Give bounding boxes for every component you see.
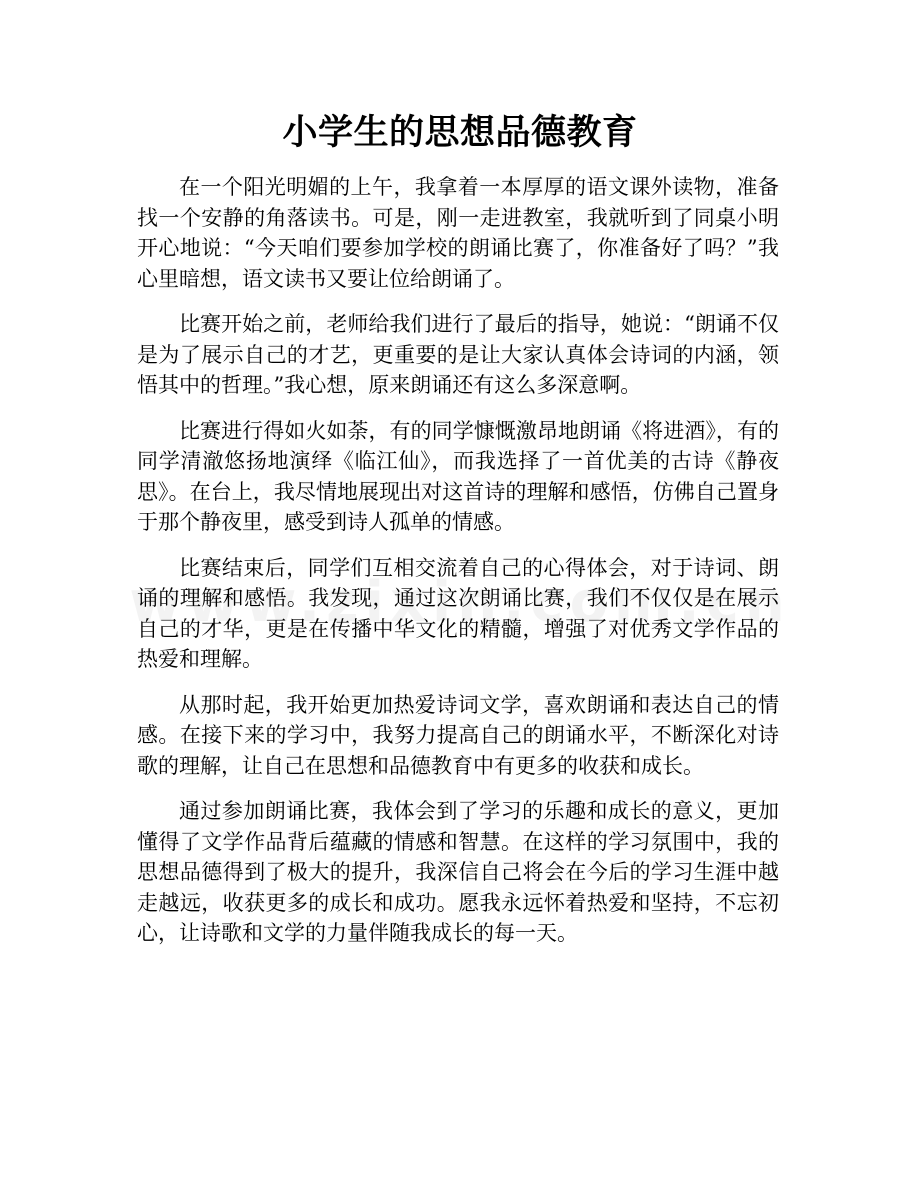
paragraph: 比赛开始之前，老师给我们进行了最后的指导，她说：“朗诵不仅是为了展示自己的才艺，更重要的是让大家认真体会诗词的内涵，领悟其中的哲理。”我心想，原来朗诵还有这么多深意啊。: [137, 312, 779, 397]
paragraph: 通过参加朗诵比赛，我体会到了学习的乐趣和成长的意义，更加懂得了文学作品背后蕴藏的情感和智慧。在这样的学习氛围中，我的思想品德得到了极大的提升，我深信自己将会在今后的学习生涯中越走越远，收获更多的成长和成功。愿我永远怀着热爱和坚持，不忘初心，让诗歌和文学的力量伴随我成长的每一天。: [137, 799, 779, 945]
document-title: 小学生的思想品德教育: [282, 113, 638, 153]
paragraph: 在一个阳光明媚的上午，我拿着一本厚厚的语文课外读物，准备找一个安静的角落读书。可是，刚一走进教室，我就听到了同桌小明开心地说：“今天咱们要参加学校的朗诵比赛了，你准备好了吗？”我心里暗想，语文读书又要让位给朗诵了。: [137, 175, 779, 291]
paragraph: 从那时起，我开始更加热爱诗词文学，喜欢朗诵和表达自己的情感。在接下来的学习中，我努力提高自己的朗诵水平，不断深化对诗歌的理解，让自己在思想和品德教育中有更多的收获和成长。: [137, 692, 779, 778]
document-body: [137, 172, 779, 964]
paragraph: 比赛进行得如火如荼，有的同学慷慨激昂地朗诵《将进酒》，有的同学清澈悠扬地演绎《临江仙》，而我选择了一首优美的古诗《静夜思》。在台上，我尽情地展现出对这首诗的理解和感悟，仿佛自己置身于那个静夜里，感受到诗人孤单的情感。: [137, 418, 779, 534]
paragraph: 比赛结束后，同学们互相交流着自己的心得体会，对于诗词、朗诵的理解和感悟。我发现，通过这次朗诵比赛，我们不仅仅是在展示自己的才华，更是在传播中华文化的精髓，增强了对优秀文学作品的热爱和理解。: [137, 555, 779, 671]
